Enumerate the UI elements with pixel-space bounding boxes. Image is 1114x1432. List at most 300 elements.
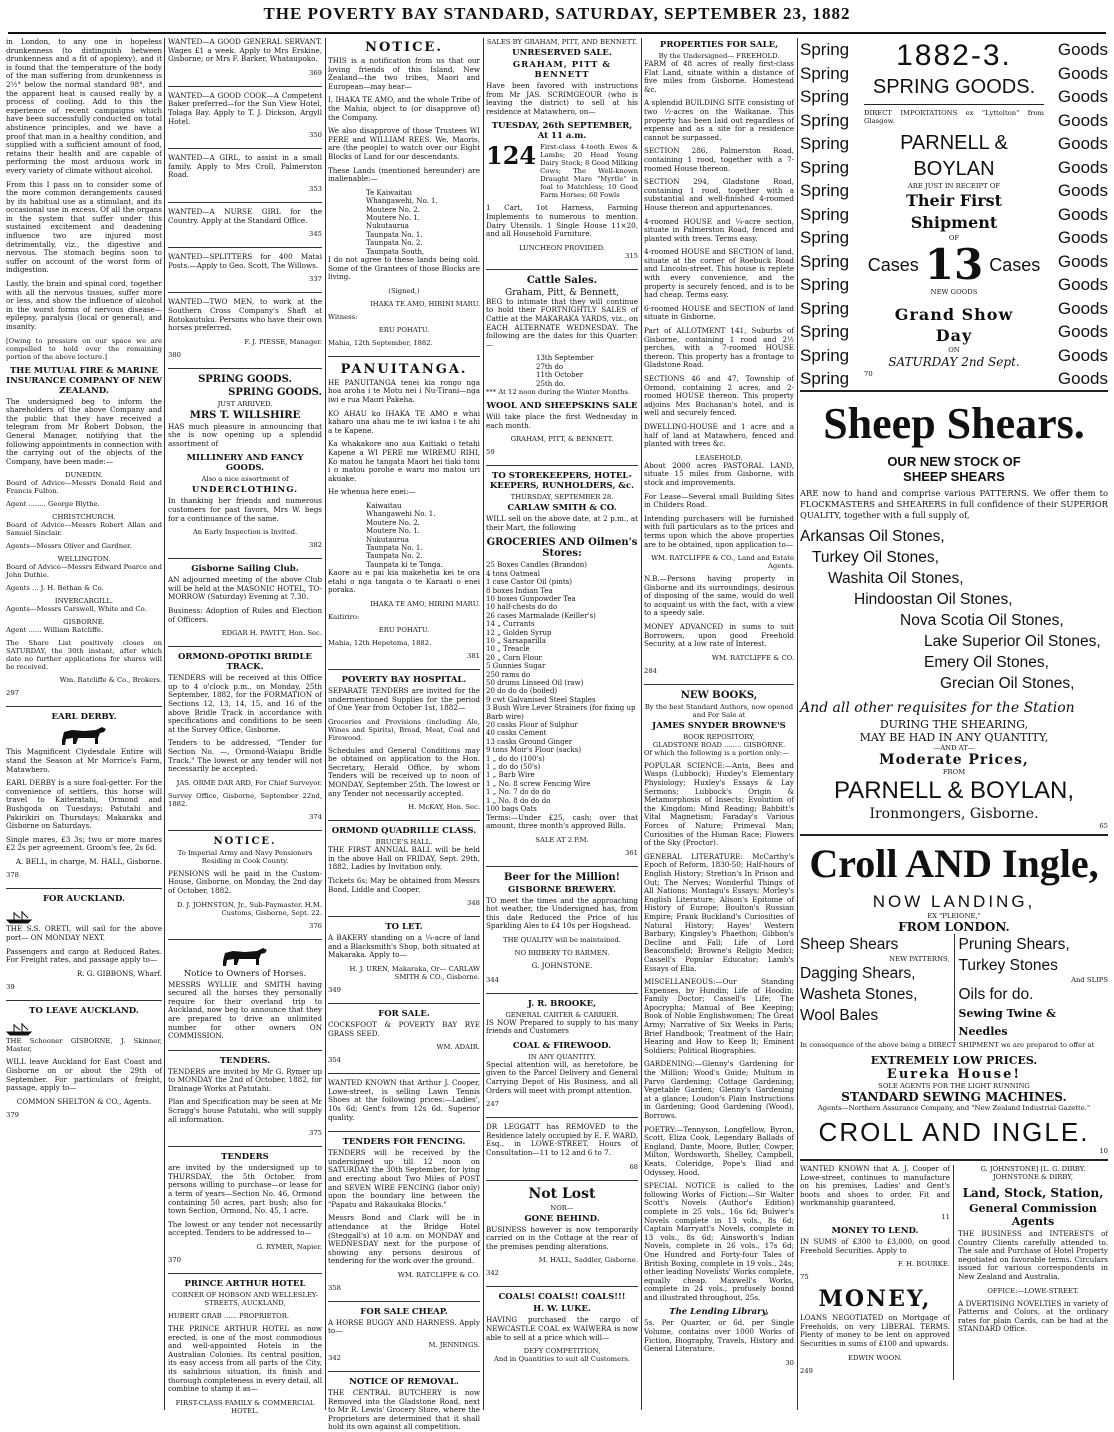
spring-word: Spring xyxy=(800,110,850,130)
list-item: 1 „ Barb Wire xyxy=(486,771,535,780)
column-rule xyxy=(641,38,642,1410)
list-item: Whangawehi No. 1. xyxy=(366,510,436,519)
list-item: 25 Boxes Candles (Brandon) xyxy=(486,561,587,570)
ad-title: Beer for the Million! xyxy=(504,871,620,883)
ad-title: TENDERS. xyxy=(219,1055,271,1066)
ad-signature: M. HALL, Saddler, Gisborne. xyxy=(538,1256,638,1265)
list-item: Moutere No. 1. xyxy=(366,527,420,536)
stone-item: Emery Oil Stones, xyxy=(924,654,1049,671)
ad-signature: WM. RATCLIFFE & CO., Land and Estate Agents. xyxy=(651,554,794,571)
ad-body: We also disapprove of those Trustees WI PERE and WILLIAM REES. We, Maoris, are (the people) to watch over our Eight Blocks of Land for our descendants. xyxy=(328,126,480,161)
list-item: 3 Bush Wire Lever Strainers (for fixing up Barb wire) xyxy=(486,704,636,721)
column-rule xyxy=(483,38,484,1410)
ad-number: 70 xyxy=(864,370,873,378)
spring-column xyxy=(800,38,862,391)
ad-heading: General Commission Agents xyxy=(969,1202,1097,1228)
ad-header: SALES BY GRAHAM, PITT, AND BENNETT. xyxy=(486,38,638,46)
ad-number: 315 xyxy=(625,251,638,260)
list-item: 10 half-chests do do xyxy=(486,603,558,612)
ad-footer: FIRST-CLASS FAMILY & COMMERCIAL HOTEL. xyxy=(175,1398,315,1415)
ad-body: FARM of 48 acres of really first-class Flat Land, situate within a distance of five miles from Gisborne. Homestead &c. xyxy=(644,59,794,94)
ad-heading: And all other requisites for the Station xyxy=(800,700,1075,716)
ad-body: THIS is a notification from us that our loving friends of this Island, New Zealand—the two tribes, Maori and European—may hear— xyxy=(328,56,480,91)
ad-body: TENDERS are invited by Mr G. Rymer up to MONDAY the 2nd of October, 1882, for Drainage Works at Patutahi. xyxy=(168,1066,322,1093)
cases-line xyxy=(864,242,1044,288)
ad-body: THE PRINCE ARTHUR HOTEL as now erected, is one of the most commodious and well-appointed Hotels in the Australian Colonies. Its central position, its easy access from all parts of the City, its salubrious situation, its finish and thorough completeness in every detail, all combine to stamp it as— xyxy=(168,1324,322,1394)
wanted-ad xyxy=(168,92,322,149)
ad-number: 65 xyxy=(1099,822,1108,830)
list-item: Taunpata No. 2. xyxy=(366,239,423,248)
ad-body: WANTED—A NURSE GIRL for the Country. Apply at the Standard Office. xyxy=(168,206,322,225)
tenders-ad xyxy=(168,1056,322,1148)
column-1 xyxy=(6,38,162,1410)
column-3 xyxy=(328,38,480,1432)
ad-signature: F. J. PIESSE, Manager. xyxy=(244,337,322,346)
brooke-ad xyxy=(486,999,638,1119)
ad-heading: Day xyxy=(935,326,973,345)
ad-body: I do not agree to these lands being sold. Some of the Grantees of those Blocks are living. xyxy=(328,254,480,282)
list-item: Nukutaurua xyxy=(366,222,409,231)
books-ad xyxy=(644,690,794,1367)
ad-title: Gisborne Sailing Club. xyxy=(191,564,299,575)
ad-address: OFFICE:—LOWE-STREET. xyxy=(987,1286,1079,1295)
ad-note: *** At 12 noon during the Winter Months. xyxy=(486,387,631,396)
ad-body: A BAKERY standing on a ¼-acre of land and a Blacksmith's Shop, both situated at Makaraka. Apply to— xyxy=(328,933,480,960)
ad-signature: IHAKA TE AMO, HIRINI MARU. xyxy=(370,299,480,308)
bottom-ads-right xyxy=(958,1165,1108,1380)
ad-body: 4-roomed HOUSE and SECTION of land, situate at the corner of Roebuck Road and Lincoln-street. This house is replete with every convenience, and the property is securely fenced, and is to be had cheap. Terms easy. xyxy=(644,247,794,300)
item: Dagging Shears, xyxy=(800,965,916,982)
goods-word: Goods xyxy=(1057,63,1108,83)
ad-heading: UNDERCLOTHING. xyxy=(191,485,299,496)
spring-word: Spring xyxy=(800,369,850,388)
wanted-known-ad xyxy=(328,1079,480,1132)
ad-title: COALS! COALS!! COALS!!! xyxy=(498,1292,626,1303)
city-heading: WELLINGTON. xyxy=(57,555,111,564)
ad-body: The lowest or any tender not necessarily accepted. Tenders to be addressed to— xyxy=(168,1219,322,1238)
goods-word: Goods xyxy=(1057,369,1108,388)
ad-body: WANTED—A GIRL, to assist in a small family. Apply to Mrs Croll, Palmerston Road. xyxy=(168,153,322,180)
spring-word: Spring xyxy=(800,204,850,224)
goods-word: Goods xyxy=(1057,228,1108,247)
item-note: And SLIPS xyxy=(1071,976,1108,984)
spring-goods-ad xyxy=(800,38,1108,392)
ad-signature: IHAKA TE AMO, HIRINI MARU. xyxy=(370,599,480,608)
list-item: Taunpata ki te Tonga. xyxy=(366,560,443,569)
list-item: 11th October xyxy=(536,371,584,380)
article-paragraph: Lastly, the brain and spinal cord, together with all the nervous tissues, suffer more or less, and show the influence of alcohol in the worst forms of nervous disease—epilepsy, paralysis (local or general), and insanity. xyxy=(6,279,162,331)
ad-body: THE CENTRAL BUTCHERY is now Removed into the Gladstone Road, next to Mr R. Lewis' Grocery Store, where the Proprietors are determined that it shall hold its own against all competition. xyxy=(328,1388,480,1432)
ad-body: Have been favored with instructions from Mr JAS. SCRIMGEOUR (who is leaving the district) to sell at his residence at Matawhero, on— xyxy=(486,81,638,116)
board-line: Board of Advice—Messrs Edward Pearce and John Duthie. xyxy=(6,563,162,580)
ad-body: EARL DERBY is a sure foal-getter. For the convenience of settlers, this horse will travel to Kaiteratahi, Ormond and Bushgoda on Tuesdays; Patutahi and Pakirikiri on Thursdays; Makaraka and Gisborne on Saturdays. xyxy=(6,778,162,831)
ad-title: Cattle Sales. xyxy=(526,274,598,286)
list-item: 100 bags Oats xyxy=(486,805,537,814)
ad-heading: NOW LANDING, xyxy=(872,892,1036,911)
bridle-track-ad xyxy=(168,652,322,831)
ad-signature: WM. RATCLIFFE & CO. xyxy=(397,1270,480,1279)
ad-title: MONEY, xyxy=(818,1286,932,1313)
list-item: Nukutaurua xyxy=(366,535,409,544)
ad-subtitle: DURING THE SHEARING, xyxy=(879,718,1029,731)
wanted-ad xyxy=(168,253,322,293)
goods-word: Goods xyxy=(1057,345,1108,365)
list-item: Taunpata No. 1. xyxy=(366,230,423,239)
grocery-list xyxy=(486,561,638,813)
ad-heading: GROCERIES AND Oilmen's Stores: xyxy=(486,537,638,560)
ad-note: LUNCHEON PROVIDED. xyxy=(518,243,606,252)
firm-name: G. JOHNSTONE] [L. G. DIRBY. JOHNSTONE & DIRBY, xyxy=(980,1165,1086,1181)
firm-name: PARNELL & BOYLAN xyxy=(900,132,1008,180)
ad-body: DIRECT IMPORTATIONS ex "Lyttelton" from Glasgow. xyxy=(864,109,1044,125)
ad-subtitle: SOLE AGENTS FOR THE LIGHT RUNNING xyxy=(878,1082,1030,1090)
to-let-ad xyxy=(328,922,480,1004)
ad-number: 342 xyxy=(486,1269,499,1278)
goods-word: Goods xyxy=(1057,40,1108,59)
list-item: 1 „ No. 7 do do do xyxy=(486,788,551,797)
ad-date: SATURDAY 2nd Sept. xyxy=(888,355,1020,369)
item: Pruning Shears, xyxy=(958,936,1070,953)
ad-date: Survey Office, Gisborne, September 22nd, 1882. xyxy=(168,791,322,808)
item: Wool Bales xyxy=(800,1007,879,1024)
ad-number: 75 xyxy=(800,1273,809,1282)
ad-number: 376 xyxy=(309,921,322,930)
ad-title: FOR SALE. xyxy=(378,1009,430,1019)
spring-word: Spring xyxy=(800,275,850,294)
ad-date: Mahia, 12th Hepetema, 1882. xyxy=(328,638,432,647)
masthead-title: THE POVERTY BAY STANDARD, SATURDAY, SEPTEMBER 23, 1882 xyxy=(263,4,851,23)
ad-title: THE MUTUAL FIRE & MARINE INSURANCE COMPANY OF NEW ZEALAND. xyxy=(6,365,162,396)
ad-body: WANTED—A GOOD GENERAL SERVANT. Wages £1 a week. Apply to Mrs Erskine, Gisborne; or Mrs F. Barker, Whataupoko. xyxy=(168,37,322,64)
ad-title: NEW BOOKS, xyxy=(680,689,758,701)
ad-body: The undersigned beg to inform the shareholders of the above Company and the public that they have received a telegram from Mr Robert Dobson, the General Manager, notifying that the following appointments in connection with the carrying out of the objects of the Company, have been made:— xyxy=(6,396,162,466)
ad-body: THE BUSINESS and INTERESTS of Country Clients carefully attended to. The sale and Purchase of Hotel Property negotiated on favorable terms. Circulars issued for various correspondents in New Zealand and Australia. xyxy=(958,1229,1108,1281)
ad-signature: JAS. ORME DAR ARD, For Chief Surveyor. xyxy=(176,778,322,787)
ad-body: MESSRS WYLLIE and SMITH having secured all the horses they personally require for their overland trip to Auckland, now beg to announce that they are prepared to drive an unlimited number for other owners ON COMMISSION. xyxy=(168,979,322,1041)
ad-title: GONE BEHIND. xyxy=(524,1213,600,1224)
ad-title: 1882-3. xyxy=(896,39,1012,72)
item: Sewing Twine & Needles xyxy=(958,1007,1056,1038)
ad-subtitle: OF xyxy=(948,234,960,242)
ad-body: SPECIAL NOTICE is called to the following Works of Fiction:—Sir Walter Scott's Novels (Author's Edition) complete in 25 vols., 16s 6d; Bulwer's Novels complete in 13 vols., 8s 6d; Captain Marryatt's Novels, complete in 13 vols., 8s 6d; Ainsworth's Indian Novels, complete in 26 vols., 17s 6d; One Hundred and Forty-four Tales of British Boxing, complete in 19 vols., 24s; other leading Novelists' Works complete, equally cheap. Maxwell's Works, complete in 24 vols., profusely bound and illustrated throughout, 25s. xyxy=(644,1181,794,1302)
tenders-ad xyxy=(168,1152,322,1274)
ad-body: GENERAL LITERATURE: McCarthy's Epoch of Reform, 1830-50; Half-hours of English History; Stretton's In Prison and Out; The Nerves; Wonderful Things of All Nations; Montagu's Essays; Morley's English Literature; Alison's Epitome of History of Europe; Boulton's Russian Empire; Frank Buckland's Curiosities of Natural History; Hayes' Western Barbary; Kingsley's Phaethon; Gibbon's Decline and Fall; Life of Lord Beaconsfield; Browne's Religio Medici; Cassell's Popular Educator; Lamb's Essays of Elia. xyxy=(644,851,794,973)
ad-heading: LEASEHOLD. xyxy=(695,453,743,462)
hall-ad xyxy=(486,1186,638,1288)
ad-number: 349 xyxy=(328,986,341,994)
board-line: Board of Advice—Messrs Robert Allan and Samuel Sinclair. xyxy=(6,521,162,538)
ad-body: TO meet the times and the approaching hot weather, the Undersigned has, from this date Reduced the Price of his Sparkling Ales to £4 10s per Hogshead. xyxy=(486,895,638,931)
list-item: 13th September xyxy=(536,354,594,363)
wanted-ad xyxy=(168,298,322,368)
ad-number: 342 xyxy=(328,1354,341,1363)
ad-body: POETRY:—Tennyson, Longfellow, Byron, Scott, Eliza Cook, Legendary Ballads of England, Dante, Moore, Butler, Cowper, Milton, Wordsworth, Shelley, Campbell, Keats, Coleridge, Pope's Iliad and Odyssey, Hood. xyxy=(644,1124,794,1177)
goods-word: Goods xyxy=(1057,298,1108,318)
list-item: 10 „ Treacle xyxy=(486,645,530,654)
list-item: 1 case Castor Oil (pints) xyxy=(486,578,572,587)
ad-body: SECTION 286, Palmerston Road, containing 1 rood, together with a 7-roomed House thereon. xyxy=(644,146,794,173)
city-heading: GISBORNE. xyxy=(63,618,105,627)
goods-word: Goods xyxy=(1057,251,1108,271)
ad-heading: Moderate Prices, xyxy=(879,752,1029,768)
ad-body: Single mares, £3 3s; two or more mares £2 2s per agreement. Groom's fee, 2s 6d. xyxy=(6,834,162,853)
ad-body: WANTED KNOWN that Arthur J. Cooper, Lowe-street, is selling Lawn Tennis Shoes at the following prices:—Ladies', 10s 6d; Gent's from 12s 6d. Superior quality. xyxy=(328,1078,480,1122)
item: Turkey Stones xyxy=(958,957,1058,974)
ad-title: FOR SALE CHEAP. xyxy=(360,1306,448,1317)
sailing-club-ad xyxy=(168,564,322,647)
ad-body: POPULAR SCIENCE:—Ants, Bees and Wasps (Lubbock); Huxley's Elementary Physiology; Huxley's Essays & Lay Sermons; Lubbock's Origin & Metamorphosis of Insects; Evolution of the Kingdom; Mind Reading; Babbitt's Vital Magnetism; Faraday's Various Forces of Nature; Primeval Man; Curiosities of the Human Race; Flowers of the Sky (Proctor). xyxy=(644,760,794,848)
list-item: 1 „ No. 8 do do do xyxy=(486,796,551,805)
cases-label: Cases xyxy=(867,254,919,275)
ad-number: 345 xyxy=(309,230,322,239)
list-item: 4 tons Oatmeal xyxy=(486,569,540,578)
fencing-ad xyxy=(328,1137,480,1302)
groceries-sale-ad xyxy=(486,471,638,867)
ad-signature: G. RYMER, Napier. xyxy=(256,1243,322,1251)
ad-body: IS NOW Prepared to supply to his many friends and Customers xyxy=(486,1017,638,1036)
horse-icon xyxy=(54,724,114,746)
ad-number: 381 xyxy=(467,651,480,660)
ad-body: WANTED—SPLITTERS for 400 Matai Posts.—Apply to Geo. Scott, The Willows. xyxy=(168,252,322,270)
ad-heading: Land, Stock, Station, xyxy=(962,1186,1104,1200)
goods-word: Goods xyxy=(1057,87,1108,106)
ad-body: MISCELLANEOUS:—Our Standing Expenses, by Hundin; Life of Hoodin; Family Doctor; Cassell's Life; The Apocrypha; Manual of Bee Keeping; Book of Noble Englishwomen; The Great Army; Narrative of Six Weeks in Paris; Brief Handbook; Treatment of the Hair; Hearing and How to Keep It; Eminent Soldiers; Political Biographies. xyxy=(644,977,794,1055)
ad-body: A DVERTISING NOVELTIES in variety of Patterns and Colors, at the ordinary rates for plain Cards, can be had at the STANDARD Office. xyxy=(958,1298,1108,1334)
ad-body: For Lease—Several small Building Sites in Childers Road. xyxy=(644,491,794,510)
ad-body: DWELLING-HOUSE and 1 acre and a half of land at Matawhero, fenced and planted with trees &c. xyxy=(644,421,794,449)
ad-number: 344 xyxy=(486,975,499,984)
list-item: 9 cwt Galvanised Steel Staples xyxy=(486,695,596,704)
ad-body: WANTED KNOWN that A. J. Cooper of Lowe-street, continues to manufacture on his premises, Ladies' and Gent's boots and shoes to order. Fit and workmanship guaranteed. xyxy=(800,1164,950,1208)
list-item: Taunpata South, xyxy=(366,247,425,256)
list-item: Kaiwaitau xyxy=(366,501,402,510)
list-item: Taunpata No. 2. xyxy=(366,552,423,561)
ad-title: Notice to Owners of Horses. xyxy=(183,968,307,979)
ad-heading: Grand Show xyxy=(894,305,1014,324)
ad-note: THE QUALITY will be maintained. xyxy=(503,936,621,945)
horse-icon xyxy=(215,945,275,967)
ad-subtitle: THE Schooner GISBORNE, J. Skinner, Master, xyxy=(6,1037,162,1054)
ad-heading: EXTREMELY LOW PRICES. xyxy=(870,1054,1038,1067)
ad-subtitle: GISBORNE BREWERY. xyxy=(508,884,616,895)
ad-subtitle: BRUCE'S HALL. xyxy=(375,838,433,847)
board-line: Board of Advice—Messrs Donald Reid and Francis Fulton. xyxy=(6,479,162,496)
ad-signed: (Signed,) xyxy=(388,286,420,295)
wanted-ad xyxy=(168,38,322,87)
column-2 xyxy=(168,37,322,1415)
ad-footer: And in Quantities to suit all Customers. xyxy=(493,1355,631,1364)
ad-signature: G. JOHNSTONE. xyxy=(531,961,593,971)
agent-line: Agents—Messrs Oliver and Gardner. xyxy=(6,542,132,551)
bottom-ads xyxy=(800,1165,1108,1380)
ad-body: are invited by the undersigned up to THURSDAY, the 5th October, from persons willing to purchase—or lease for a term of years—Section No. 46, Ormond containing 50 acres, part bush; also for town Section, Ormond, No. 45, 1 acre. xyxy=(168,1163,322,1216)
ad-title: NOTICE OF REMOVAL. xyxy=(349,1377,459,1388)
goods-column xyxy=(1046,38,1108,391)
goods-word: Goods xyxy=(1057,110,1108,130)
ad-body: SECTION 294, Gladstone Road, containing 1 rood, together with a substantial and well-finished 4-roomed House thereon and appurtenances. xyxy=(644,177,794,212)
ad-subtitle: IN ANY QUANTITY. xyxy=(528,1052,596,1061)
ad-body: ARE now to hand and comprise various PATTERNS. We offer them to FLOCKMASTERS and SHEARERS in full confidence of their SUPERIOR QUALITY, together with a full supply of, xyxy=(800,488,1108,520)
ad-number: 10 xyxy=(1099,1147,1108,1155)
ad-subtitle: By the best Standard Authors, now opened and For Sale at xyxy=(644,702,794,719)
ad-subtitle: EX "PLEIONE," xyxy=(927,912,981,920)
cases-number: 13 xyxy=(924,240,984,289)
block-list xyxy=(328,502,480,569)
ad-body: The Share List positively closes on SATURDAY, the 30th instant, after which date no further applications for shares will be received. xyxy=(6,639,162,672)
list-item: 14 „ Currants xyxy=(486,620,535,629)
list-item: 1 „ do do (50's) xyxy=(486,763,541,772)
ad-title: Not Lost xyxy=(528,1185,596,1202)
ad-body: 4-roomed HOUSE and ¼-acre section, situate in Palmerston Road, fenced and planted with trees. Terms easy. xyxy=(644,216,794,243)
ad-body: Schedules and General Conditions may be obtained on application to the Hon. Secretary, Herald Office, by whom Tenders will be received up to noon of MONDAY, September 25th. The lowest or any Tender not necessarily accepted. xyxy=(328,745,480,798)
ad-body: HAS much pleasure in announcing that she is now opening up a splendid assortment of xyxy=(168,421,322,448)
block-list xyxy=(328,189,480,256)
ad-body: Tickets 6s; May be obtained from Messrs Bond, Liddle and Cooper. xyxy=(328,876,480,894)
list-item: 40 casks Cement xyxy=(486,729,547,738)
ad-body: 6-roomed HOUSE and SECTION of land situate in Gisborne. xyxy=(644,303,794,322)
ad-body: Will take place the first Wednesday in each month. xyxy=(486,411,638,430)
ad-body: SEPARATE TENDERS are invited for the undermentioned Supplies for the period of One Year from October 1st, 1882— xyxy=(328,685,480,713)
list-item: 12 „ Golden Syrup xyxy=(486,628,552,637)
ad-heading: MILLINERY AND FANCY GOODS. xyxy=(186,453,304,474)
ad-witness: ERU POHATU. xyxy=(378,325,430,334)
ad-witness: ERU POHATU. xyxy=(378,625,430,634)
firm-trade: Ironmongers, Gisborne. xyxy=(869,806,1039,822)
stone-item: Turkey Oil Stones, xyxy=(812,549,939,566)
ad-number: 379 xyxy=(6,1111,19,1120)
list-item: Te Kaiwaitau xyxy=(366,188,413,197)
ad-signature: EDWIN WOON. xyxy=(848,1353,902,1362)
ad-title: POVERTY BAY HOSPITAL. xyxy=(341,674,467,685)
column-6 xyxy=(800,38,1108,1410)
ad-title: Sheep Shears. xyxy=(823,399,1085,448)
spring-word: Spring xyxy=(800,157,850,177)
ad-body: A HORSE BUGGY AND HARNESS. Apply to— xyxy=(328,1317,480,1336)
ad-number: 11 xyxy=(941,1212,950,1221)
removal-ad xyxy=(328,1377,480,1432)
ad-title: PRINCE ARTHUR HOTEL xyxy=(184,1279,306,1289)
ad-number: 354 xyxy=(328,1056,341,1065)
sale-date: THURSDAY, SEPTEMBER 28. xyxy=(510,493,614,502)
ad-number: 353 xyxy=(309,184,322,193)
ad-body: MONEY ADVANCED in sums to suit Borrowers, upon good Freehold Security, at a low rate of Interest. xyxy=(644,622,794,649)
ad-subtitle: CORNER OF HOBSON AND WELLESLEY-STREETS, AUCKLAND, xyxy=(172,1291,318,1307)
ad-signature: M. JENNINGS. xyxy=(428,1341,480,1350)
ad-title: TO STOREKEEPERS, HOTEL-KEEPERS, RUNHOLDERS, &c. xyxy=(489,471,635,492)
cattle-sales-ad xyxy=(486,275,638,466)
ad-number: 369 xyxy=(309,68,322,77)
ad-subtitle: BOOK REPOSITORY, xyxy=(683,732,755,741)
date-list xyxy=(486,354,638,388)
list-item: 1 „ do do (100's) xyxy=(486,754,545,763)
ad-number: 59 xyxy=(486,448,495,457)
ad-body: Intending purchasers will be furnished with full particulars as to the prices and terms upon which the above properties are to be obtained, upon application to— xyxy=(644,513,794,549)
list-item: 13 casks Ground Ginger xyxy=(486,737,573,746)
ad-signature: D. J. JOHNSTON, Jr., Sub-Paymaster. H.M. Customs, Gisborne, Sept. 22. xyxy=(176,900,322,917)
ad-body: TENDERS will be received at this Office up to 4 o'clock p.m., on Monday, 25th September, 1882, for the FORMATION of Sections 12, 13, 14, 15, and 16 of the above Bridle Track in accordance with specifications and conditions to be seen at the Survey Office, Gisborne. xyxy=(168,673,322,734)
ad-heading: COAL & FIREWOOD. xyxy=(512,1040,612,1051)
maori-notice xyxy=(328,40,480,357)
croll-items-left xyxy=(800,934,950,1041)
ad-body: KO AHAU ko IHAKA TE AMO e whai kaharo una ahau me te iwi katoa i te ahi a te Kapene. xyxy=(328,408,480,435)
ad-body: Passengers and cargo at Reduced Rates. For Freight rates, and passage apply to— xyxy=(6,946,162,965)
ad-body: THE FIRST ANNUAL BALL will be held in the above Hall on FRIDAY, Sept. 29th, 1882. Ladies by Invitation only. xyxy=(328,845,480,872)
list-item: Taunpata No. 1. xyxy=(366,543,423,552)
ad-body: Special attention will, as heretofore, be given to the Parcel Delivery and General Carrying Depot of His Business, and all Orders will meet with prompt attention. xyxy=(486,1059,638,1095)
list-item: 20 casks Flour of Sulphur xyxy=(486,721,578,730)
goods-word: Goods xyxy=(1057,204,1108,224)
ad-body: These Lands (mentioned hereunder) are inalienable:— xyxy=(328,165,480,184)
ad-body: THE S.S. ORETI, will sail for the above port— ON MONDAY NEXT. xyxy=(6,924,162,943)
item: Washeta Stones, xyxy=(800,986,918,1003)
spring-word: Spring xyxy=(800,181,850,200)
croll-ingle-ad xyxy=(800,840,1108,1161)
ad-body: I, IHAKA TE AMO, and the whole Tribe of the Mahia, object to (or disapprove of) the Company. xyxy=(328,95,480,122)
ad-signature: R. G. GIBBONS, Wharf. xyxy=(76,968,162,978)
goods-word: Goods xyxy=(1057,275,1108,294)
ad-number: 297 xyxy=(6,689,19,698)
firm-name: CARLAW SMITH & CO. xyxy=(507,503,617,514)
ad-signature: WM. RATCLIFFE & CO. xyxy=(711,653,794,662)
ad-subtitle: NEW GOODS xyxy=(930,288,978,296)
ad-list: Groceries and Provisions (including Ale, Wines and Spirits), Bread, Meat, Coal and Firewood. xyxy=(328,717,480,742)
ad-title: Croll AND Ingle, xyxy=(809,841,1099,886)
ad-note: N.B.—Persons having property in Gisborne and its surroundings, desirous of disposing of the same, would do well to acquaint us with the fact, with a view to a speedy sale. xyxy=(644,574,794,618)
masthead-rule xyxy=(8,32,1106,34)
horses-notice xyxy=(168,945,322,1051)
ad-signature: Wm. Ratcliffe & Co., Brokers. xyxy=(59,676,162,685)
ad-title: MONEY TO LEND. xyxy=(831,1225,919,1236)
ad-heading: STANDARD SEWING MACHINES. xyxy=(841,1090,1067,1104)
column-rule xyxy=(164,38,165,1410)
ad-note: An Early Inspection is Invited. xyxy=(192,528,298,537)
ad-subtitle: SHEEP SHEARS xyxy=(903,469,1005,484)
ad-body: In thanking her friends and numerous customers for past favors, Mrs W. begs for a continuance of the same. xyxy=(168,496,322,523)
firm-name: PARNELL & BOYLAN, xyxy=(833,777,1075,804)
ship-icon xyxy=(6,910,32,924)
ad-title: J. R. BROOKE, xyxy=(527,998,597,1009)
goods-word: Goods xyxy=(1057,322,1108,341)
ad-subtitle: ARE JUST IN RECEIPT OF xyxy=(907,182,1001,190)
list-item: 5 Gunnies Sugar xyxy=(486,662,546,671)
ad-body: Tenders to be addressed, "Tender for Section No. —, Ormond-Waiapu Bridle Track." The lowest or any tender will not necessarily be accepted. xyxy=(168,738,322,774)
ad-number: 249 xyxy=(800,1366,813,1375)
ad-body: LOANS NEGOTIATED on Mortgage of Freeholds, on very LIBERAL TERMS. Plenty of money to be lent on approved Securities in sums of £100 and upwards. xyxy=(800,1313,950,1348)
list-item: Moutere No. 2. xyxy=(366,205,420,214)
ad-title: TO LET. xyxy=(385,922,423,933)
ad-title: SPRING GOODS. xyxy=(228,386,322,398)
sale-date: TUESDAY, 26th SEPTEMBER, At 11 a.m. xyxy=(491,121,633,142)
ad-body: This Magnificent Clydesdale Entire will stand the Season at Mr Morrice's Farm, Matawhero. xyxy=(6,747,162,774)
ad-heading: DEFY COMPETITION, xyxy=(523,1347,601,1356)
ad-body: He whenua here enei:— xyxy=(328,487,416,497)
firm-name: GRAHAM, PITT & BENNETT xyxy=(512,60,612,80)
list-item: 25th do. xyxy=(536,379,566,388)
column-rule xyxy=(797,38,798,1410)
sheep-shears-ad xyxy=(800,398,1108,836)
croll-items-right xyxy=(954,934,1109,1041)
ad-title: TENDERS xyxy=(221,1152,269,1163)
mutual-insurance-ad xyxy=(6,366,162,708)
ad-heading: Eureka House! xyxy=(886,1067,1022,1082)
goods-word: Goods xyxy=(1057,157,1108,177)
for-sale-ad xyxy=(328,1009,480,1074)
ad-number: 350 xyxy=(309,131,322,140)
ad-body: Plan and Specification may be seen at Mr Scragg's house Patutahi, who will supply all information. xyxy=(168,1097,322,1124)
ad-body: Ka whakakore ano aua Kaitiaki o tetahi Kapene a WI PERE me WIREMU RIHI, Ko matou he tangata Maori hei tiaki tonu i o matou porohe e waru mo matou uri akuake. xyxy=(328,439,480,483)
ad-subtitle: GENERAL CARTER & CARRIER. xyxy=(505,1010,619,1019)
list-item: 8 boxes Indian Tea xyxy=(486,586,553,595)
